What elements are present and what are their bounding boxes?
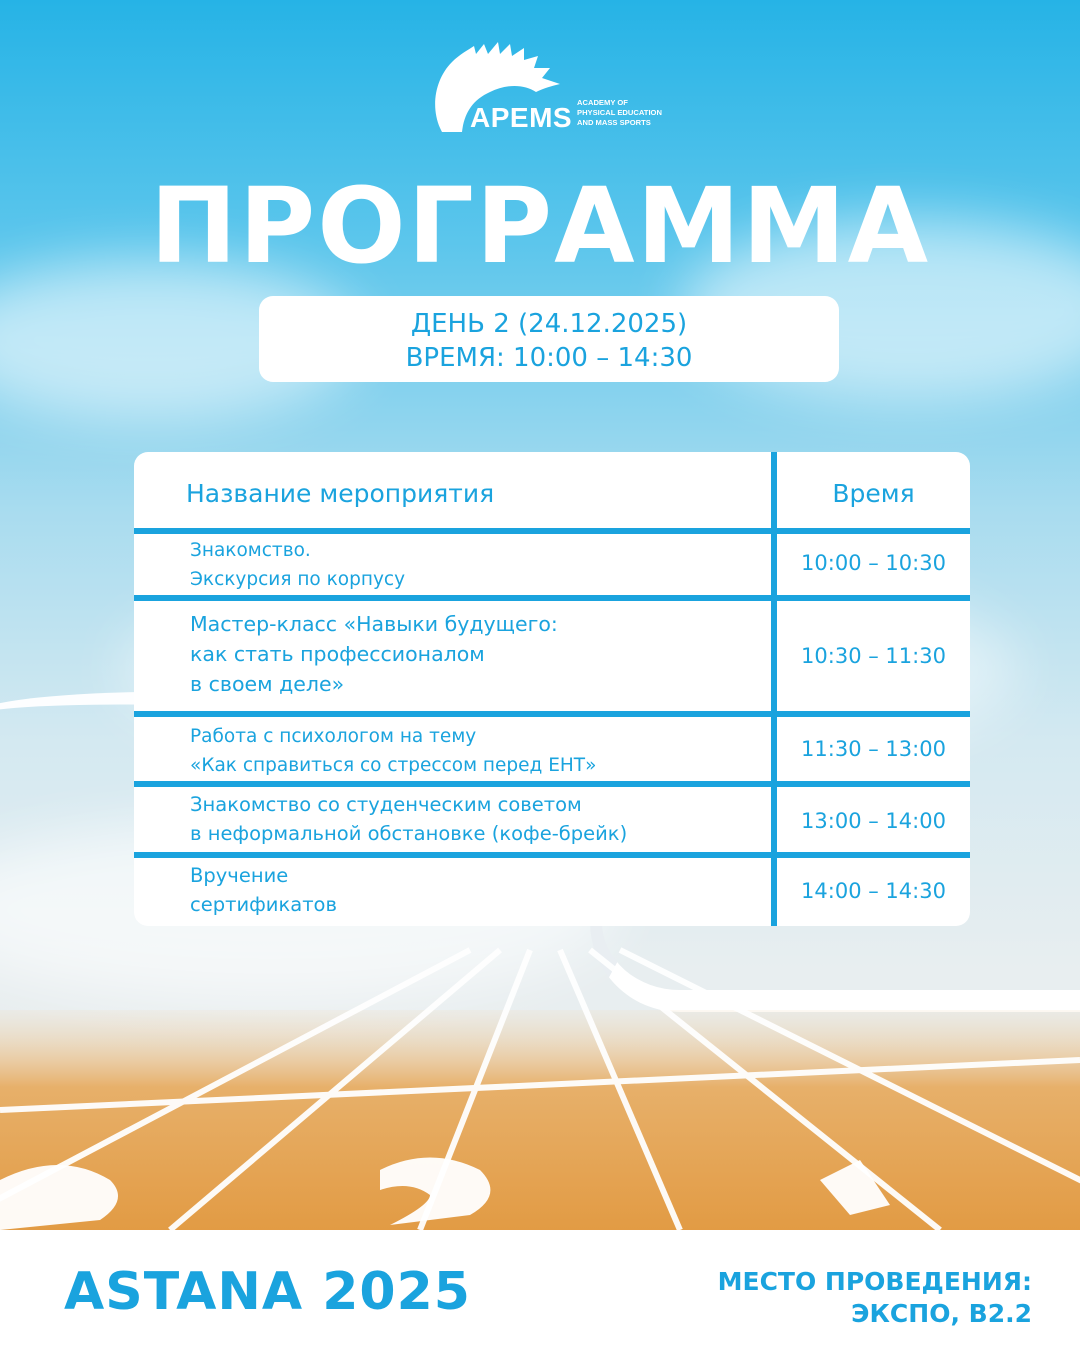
header-event-name: Название мероприятия	[186, 479, 495, 508]
row-divider	[134, 852, 970, 858]
row-divider	[134, 781, 970, 787]
event-time-cell: 11:30 – 13:00	[801, 737, 946, 761]
event-name-line: в неформальной обстановке (кофе-брейк)	[190, 822, 628, 845]
apems-logo	[428, 40, 668, 140]
event-name-line: «Как справиться со стрессом перед ЕНТ»	[190, 755, 597, 776]
footer	[0, 1230, 1080, 1350]
event-name-line: сертификатов	[190, 893, 337, 916]
row-divider	[134, 711, 970, 717]
day-date: ДЕНЬ 2 (24.12.2025)	[410, 309, 688, 339]
logo-subtitle-line: ACADEMY OF	[577, 98, 628, 107]
venue	[718, 1266, 1032, 1330]
schedule-table	[134, 452, 970, 926]
event-time-cell: 10:00 – 10:30	[801, 551, 946, 575]
event-name-cell	[190, 790, 627, 848]
event-time-cell: 13:00 – 14:00	[801, 809, 946, 833]
event-name-line: Работа с психологом на тему	[190, 726, 477, 747]
event-name-line: как стать профессионалом	[190, 642, 485, 666]
event-name-cell	[190, 609, 558, 699]
venue-label: МЕСТО ПРОВЕДЕНИЯ:	[717, 1267, 1032, 1296]
event-name-cell	[190, 722, 596, 780]
day-info-box	[259, 296, 839, 382]
day-time: ВРЕМЯ: 10:00 – 14:30	[405, 343, 693, 373]
event-name-cell	[190, 536, 405, 594]
logo-subtitle	[577, 98, 667, 128]
row-divider	[134, 528, 970, 534]
event-time-cell: 14:00 – 14:30	[801, 879, 946, 903]
city-year: ASTANA 2025	[64, 1262, 471, 1322]
event-name-line: Знакомство со студенческим советом	[190, 793, 582, 816]
event-name-line: Мастер-класс «Навыки будущего:	[190, 612, 558, 636]
logo-subtitle-line: PHYSICAL EDUCATION	[577, 108, 662, 117]
event-name-line: Знакомство.	[190, 540, 311, 561]
logo-wordmark: APEMS	[470, 102, 573, 133]
row-divider	[134, 595, 970, 601]
event-time-cell: 10:30 – 11:30	[801, 644, 946, 668]
logo-subtitle-line: AND MASS SPORTS	[577, 118, 651, 127]
event-name-line: Экскурсия по корпусу	[190, 569, 406, 590]
event-name-cell	[190, 861, 337, 919]
event-name-line: Вручение	[190, 864, 289, 887]
running-track-illustration	[0, 930, 1080, 1230]
venue-value: ЭКСПО, B2.2	[851, 1299, 1032, 1328]
header-time: Время	[832, 479, 915, 508]
event-name-line: в своем деле»	[190, 672, 345, 696]
page-title: ПРОГРАММА	[149, 165, 931, 287]
